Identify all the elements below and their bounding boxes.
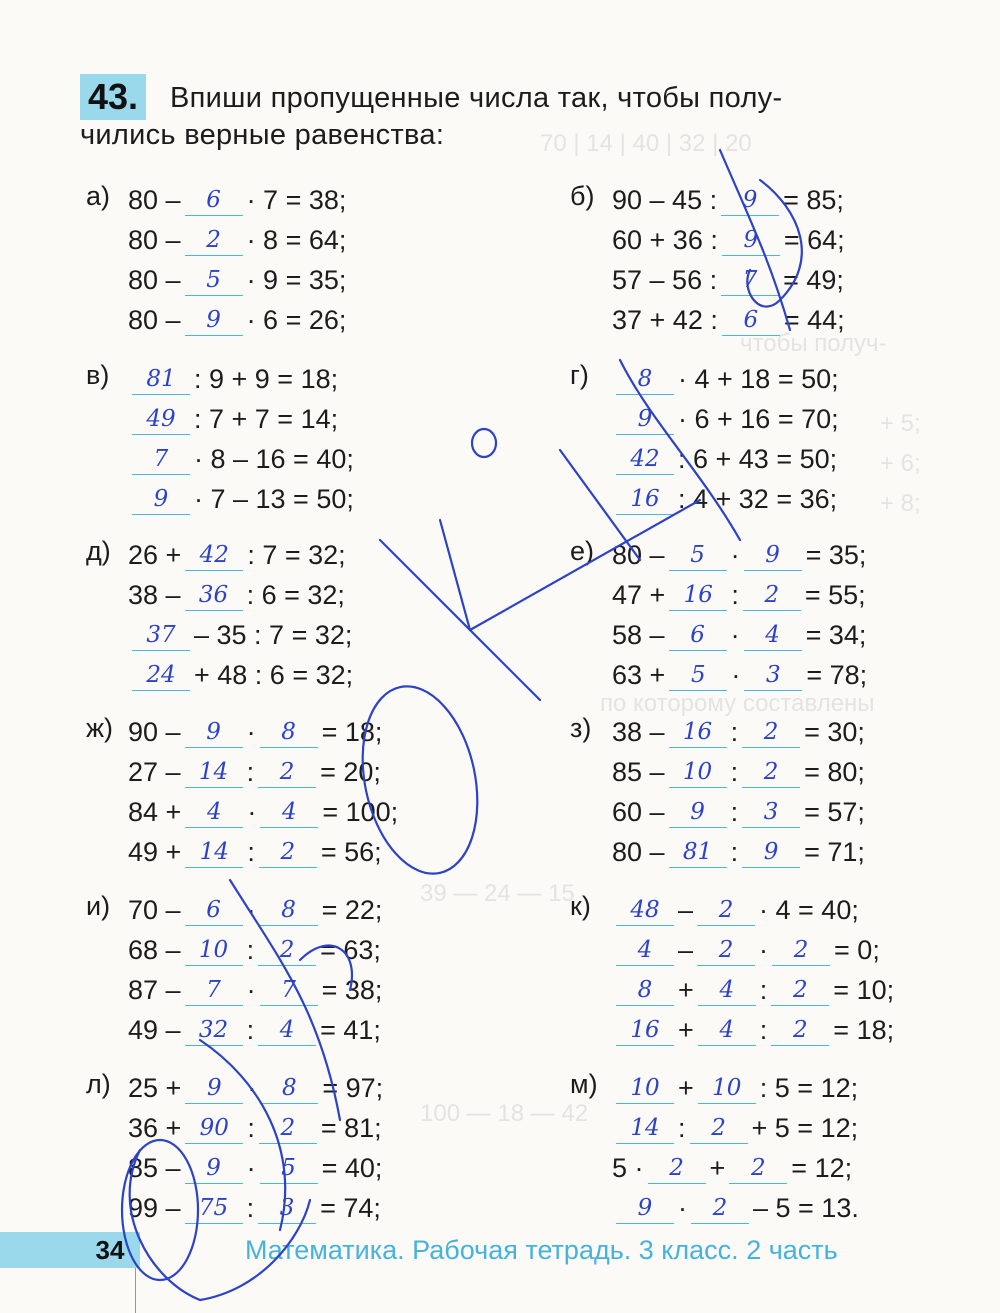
equation-text: · — [678, 1193, 687, 1223]
equation-text: : — [247, 837, 255, 867]
equation-text: 87 – — [128, 975, 181, 1005]
handwritten-answer: 10 — [198, 937, 229, 963]
handwritten-answer: 5 — [281, 1155, 296, 1181]
handwritten-answer: 2 — [669, 1155, 684, 1181]
equation-text: = 80; — [804, 757, 865, 787]
equation-text: 85 – — [612, 757, 665, 787]
pen-stroke — [720, 150, 790, 330]
exercise-letter: е) — [570, 536, 595, 566]
page-number: 34 — [80, 1232, 140, 1268]
handwritten-answer: 3 — [763, 799, 779, 825]
handwritten-answer: 7 — [281, 977, 296, 1003]
equation-text: · 8 – 16 = 40; — [194, 444, 354, 474]
equation-text: : — [246, 1193, 255, 1223]
equation-text: 60 + 36 : — [612, 225, 718, 255]
task-instruction-line1: Впиши пропущенные числа так, чтобы полу- — [170, 82, 783, 114]
handwritten-answer: 2 — [718, 897, 734, 923]
exercise-letter: к) — [570, 891, 591, 921]
equation-text: = 55; — [804, 580, 866, 610]
equation-text: 90 – 45 : — [612, 185, 718, 215]
handwritten-answer: 48 — [630, 897, 660, 923]
pen-stroke — [300, 946, 352, 990]
handwritten-answer: 8 — [637, 366, 653, 392]
equation-text: + — [678, 1015, 694, 1045]
handwritten-answer: 2 — [280, 839, 296, 865]
equation-text: 80 – — [128, 305, 181, 335]
equation-text: + — [709, 1153, 726, 1183]
equation-text: · — [730, 540, 740, 570]
equation-text: · — [730, 620, 740, 650]
equation-text: = 56; — [320, 837, 382, 867]
handwritten-answer: 4 — [279, 1017, 295, 1043]
equation-text: – — [678, 935, 694, 965]
handwritten-answer: 16 — [683, 582, 713, 608]
handwritten-answer: 2 — [763, 759, 779, 785]
equation-text: 38 – — [128, 580, 181, 610]
handwritten-answer: 9 — [690, 799, 705, 825]
handwritten-answer: 81 — [146, 366, 176, 392]
equation-text: · — [759, 935, 769, 965]
equation-text: 85 – — [128, 1153, 181, 1183]
handwritten-answer: 9 — [206, 719, 221, 745]
handwritten-answer: 7 — [206, 977, 221, 1003]
equation-text: : — [731, 580, 739, 610]
equation-text: 84 + — [128, 797, 182, 827]
equation-text: = 18; — [321, 717, 383, 747]
pen-stroke — [470, 630, 540, 700]
equation-text: 38 – — [612, 717, 665, 747]
equation-text: + 48 : 6 = 32; — [194, 660, 354, 690]
handwritten-answer: 42 — [199, 542, 229, 568]
workbook-page: 70 | 14 | 40 | 32 | 20 чтобы получ- + 5; + 6; + 8; по которому составлены 39 — 24 — 15 100 — 18 — 42 43. Впиши пропущенные числа так, чтобы полу- чились верные равенства: а) 80 – 6 · 7 = 38; 80 – 2 · 8 = 64; 80 – 5 · 9 = 35; 80 – 9 · 6 = 26; б) 90 – 45 : 9 = 85; 60 + 36 : 9 = 64; 57 – 56 : 7 = 49; 37 + 42 : 6 = 44; в) 81 : 9 + 9 = 18; 49 : 7 + 7 = 14; 7 · 8 – 16 = 40; 9 · 7 – 13 = 50; г) 8 · 4 + 18 = 50; 9 · 6 + 16 = 70; 42 : 6 + 43 = 50; 16 : 4 + 32 = 36; д) 26 + 42 : 7 = 32; 38 – 36 : 6 = 32; 37 – 35 : 7 = 32; 24 + 48 : 6 = 32; е) 80 – 5 · 9 = 35; 47 + 16 : 2 = 55; 58 – 6 · 4 = 34; 63 + 5 · 3 = 78; ж) 90 – 9 · 8 = 18; 27 – 14 : 2 = 20; 84 + 4 · 4 = 100; 49 + 14 : 2 = 56; з) 38 – 16 : 2 = 30; 85 – 10 : 2 = 80; 60 – 9 : 3 = 57; 80 – 81 : 9 = 71; и) 70 – 6 · 8 = 22; 68 – 10 : 2 = 63; 87 – 7 · 7 = 38; 49 – 32 : 4 = 41; к) 48 – 2 · 4 = 40; 4 – 2 · 2 = 0; 8 + 4 : 2 = 10; 16 + 4 : 2 = 18; л) 25 + 9 · 8 = 97; 36 + 90 : 2 = 81; 85 – 9 · 5 = 40; 99 – 75 : 3 = 74; м) 10 + 10 : 5 = 12; 14 : 2 + 5 = 12; 5 · 2 + 2 = 12; 9 · 2 – 5 = 13. 34 Математика. Рабочая тетрадь. 3 класс. 2 часть — [0, 0, 1000, 1313]
equation-text: 58 – — [612, 620, 665, 650]
handwritten-answer: 4 — [765, 622, 780, 648]
equation-text: = 57; — [804, 797, 865, 827]
handwritten-answer: 4 — [637, 937, 653, 963]
equation-text: : 7 + 7 = 14; — [194, 404, 339, 434]
equation-text: = 49; — [783, 265, 844, 295]
handwritten-answer: 3 — [279, 1195, 295, 1221]
equation-text: 80 – — [128, 185, 181, 215]
equation-text: = 40; — [321, 1153, 383, 1183]
pen-stroke — [230, 880, 340, 1120]
handwritten-answer: 24 — [146, 662, 176, 688]
handwritten-answer: 16 — [682, 719, 713, 745]
equation-text: : 9 + 9 = 18; — [194, 364, 339, 394]
equation-text: 27 – — [128, 757, 181, 787]
equation-text: = 100; — [322, 797, 399, 827]
equation-text: 57 – 56 : — [612, 265, 718, 295]
handwritten-answer: 9 — [742, 187, 758, 213]
equation-text: = 12; — [791, 1153, 853, 1183]
handwritten-answer: 10 — [630, 1075, 660, 1101]
equation-text: : — [730, 797, 739, 827]
equation-text: 25 + — [128, 1073, 182, 1103]
equation-text: 36 + — [128, 1113, 182, 1143]
handwritten-answer: 90 — [199, 1115, 229, 1141]
equation-text: = 81; — [320, 1113, 382, 1143]
equation-text: · 7 = 38; — [246, 185, 347, 215]
equation-text: 49 + — [128, 837, 182, 867]
equation-text: 47 + — [612, 580, 666, 610]
handwritten-answer: 14 — [199, 839, 229, 865]
equation-text: = 74; — [320, 1193, 381, 1223]
pen-stroke — [130, 1150, 310, 1300]
handwritten-answer: 6 — [206, 897, 221, 923]
equation-text: = 71; — [804, 837, 865, 867]
equation-text: · 9 = 35; — [246, 265, 347, 295]
handwritten-answer: 9 — [153, 486, 169, 512]
equation-text: = 97; — [322, 1073, 384, 1103]
task-instruction-line2: чились верные равенства: — [80, 119, 445, 151]
handwritten-answer: 9 — [743, 227, 759, 253]
equation-text: · 8 = 64; — [246, 225, 347, 255]
equation-text: : 6 + 43 = 50; — [678, 444, 838, 474]
equation-text: : — [246, 1015, 255, 1045]
exercise-letter: д) — [86, 536, 111, 566]
handwritten-answer: 2 — [711, 1115, 726, 1141]
handwritten-answer: 14 — [198, 759, 229, 785]
equation-text: : — [759, 1015, 768, 1045]
equation-text: : 4 + 32 = 36; — [678, 484, 838, 514]
equation-text: 80 – — [612, 837, 665, 867]
equation-text: = 41; — [320, 1015, 381, 1045]
handwritten-answer: 10 — [682, 759, 713, 785]
handwritten-answer: 2 — [792, 977, 808, 1003]
pen-loop — [122, 1140, 198, 1280]
handwritten-answer: 2 — [712, 1195, 728, 1221]
equation-text: · — [246, 975, 256, 1005]
pen-stroke — [747, 180, 801, 307]
handwritten-answer: 6 — [743, 307, 759, 333]
equation-text: 90 – — [128, 717, 181, 747]
equation-text: = 38; — [321, 975, 383, 1005]
equation-text: 5 · — [612, 1153, 644, 1183]
handwritten-answer: 14 — [630, 1115, 660, 1141]
equation-text: = 44; — [783, 305, 845, 335]
equation-text: · — [731, 660, 741, 690]
equation-text: : 6 = 32; — [246, 580, 345, 610]
equation-text: 68 – — [128, 935, 181, 965]
handwritten-answer: 9 — [637, 1195, 653, 1221]
exercise-letter: б) — [570, 181, 595, 211]
handwritten-answer: 7 — [153, 446, 169, 472]
handwritten-answer: 3 — [765, 662, 781, 688]
equation-text: 26 + — [128, 540, 182, 570]
equation-text: = 78; — [806, 660, 868, 690]
handwritten-answer: 9 — [637, 406, 653, 432]
equation-text: = 10; — [833, 975, 895, 1005]
handwritten-answer: 5 — [690, 662, 706, 688]
equation-text: = 30; — [804, 717, 865, 747]
handwritten-answer: 36 — [198, 582, 229, 608]
equation-text: 63 + — [612, 660, 666, 690]
exercise-letter: л) — [86, 1069, 111, 1099]
equation-text: · — [247, 1073, 257, 1103]
handwritten-answer: 8 — [281, 897, 296, 923]
equation-text: = 35; — [805, 540, 867, 570]
equation-text: : — [247, 1113, 255, 1143]
handwritten-answer: 7 — [742, 267, 758, 293]
equation-text: = 22; — [321, 895, 383, 925]
equation-text: : 5 = 12; — [759, 1073, 859, 1103]
equation-text: : — [246, 935, 255, 965]
equation-text: – 35 : 7 = 32; — [194, 620, 353, 650]
equation-text: : — [678, 1113, 686, 1143]
handwritten-answer: 81 — [682, 839, 713, 865]
handwritten-answer: 2 — [279, 759, 295, 785]
handwritten-answer: 8 — [281, 719, 296, 745]
equation-text: = 85; — [783, 185, 844, 215]
exercise-letter: м) — [570, 1069, 598, 1099]
pen-loop — [346, 676, 493, 885]
handwritten-answer: 75 — [198, 1195, 229, 1221]
handwritten-answer: 2 — [792, 1017, 808, 1043]
equation-text: 80 – — [128, 265, 181, 295]
equation-text: : 7 = 32; — [247, 540, 346, 570]
handwritten-answer: 5 — [206, 267, 221, 293]
handwritten-answer: 9 — [206, 1155, 221, 1181]
handwritten-answer: 37 — [146, 622, 176, 648]
handwritten-answer: 16 — [630, 486, 660, 512]
equation-text: – — [678, 895, 694, 925]
handwritten-answer: 49 — [146, 406, 176, 432]
equation-text: : — [759, 975, 768, 1005]
handwritten-answer: 5 — [690, 542, 705, 568]
equation-text: · — [246, 717, 256, 747]
equation-text: · 7 – 13 = 50; — [194, 484, 354, 514]
equation-text: 80 – — [128, 225, 181, 255]
equation-text: · — [246, 1153, 256, 1183]
handwritten-answer: 10 — [712, 1075, 742, 1101]
equation-text: · — [247, 797, 257, 827]
equation-text: = 64; — [783, 225, 845, 255]
equation-text: · 4 = 40; — [759, 895, 859, 925]
handwritten-answer: 8 — [637, 977, 653, 1003]
equation-text: = 34; — [805, 620, 867, 650]
equation-text: : — [730, 837, 739, 867]
handwritten-answer: 42 — [630, 446, 660, 472]
pen-stroke — [380, 500, 700, 630]
handwritten-answer: 2 — [718, 937, 734, 963]
equation-text: · — [246, 895, 256, 925]
pen-stroke — [560, 450, 640, 560]
equation-text: = 20; — [320, 757, 381, 787]
exercise-letter: г) — [570, 360, 589, 390]
book-title: Математика. Рабочая тетрадь. 3 класс. 2 часть — [245, 1235, 838, 1265]
equation-text: 37 + 42 : — [612, 305, 718, 335]
exercise-letter: а) — [86, 181, 111, 211]
handwritten-answer: 32 — [198, 1017, 229, 1043]
handwritten-answer: 9 — [765, 542, 780, 568]
equation-text: · 6 = 26; — [246, 305, 347, 335]
equation-text: · 6 + 16 = 70; — [678, 404, 839, 434]
exercise-letter: и) — [86, 891, 111, 921]
handwritten-answer: 2 — [750, 1155, 766, 1181]
equation-text: : — [730, 757, 739, 787]
equation-text: – 5 = 13. — [753, 1193, 859, 1223]
equation-text: = 0; — [834, 935, 880, 965]
handwritten-answer: 4 — [719, 977, 735, 1003]
handwritten-answer: 2 — [280, 1115, 296, 1141]
equation-text: 99 – — [128, 1193, 181, 1223]
handwritten-answer: 4 — [719, 1017, 735, 1043]
equation-text: = 18; — [833, 1015, 895, 1045]
equation-text: 60 – — [612, 797, 665, 827]
pen-stroke — [620, 360, 740, 540]
handwritten-answer: 9 — [763, 839, 779, 865]
exercise-letter: в) — [86, 360, 110, 390]
handwritten-answer: 8 — [281, 1075, 297, 1101]
equation-text: 70 – — [128, 895, 181, 925]
equation-text: + — [678, 975, 694, 1005]
equation-text: 80 – — [612, 540, 665, 570]
handwritten-answer: 6 — [690, 622, 705, 648]
equation-text: + — [678, 1073, 694, 1103]
handwritten-answer: 4 — [281, 799, 297, 825]
exercise-letter: з) — [570, 713, 592, 743]
equation-text: : — [730, 717, 739, 747]
handwritten-answer: 2 — [763, 719, 779, 745]
equation-text: 49 – — [128, 1015, 181, 1045]
handwritten-answer: 2 — [206, 227, 221, 253]
handwritten-answer: 2 — [793, 937, 809, 963]
handwritten-answer: 2 — [764, 582, 780, 608]
handwritten-answer: 9 — [206, 307, 221, 333]
equation-text: + 5 = 12; — [751, 1113, 859, 1143]
handwritten-answer: 6 — [206, 187, 221, 213]
pen-circle — [472, 429, 496, 457]
equation-text: : — [246, 757, 255, 787]
handwritten-answer: 2 — [279, 937, 295, 963]
pen-stroke — [200, 1040, 285, 1230]
equation-text: · 4 + 18 = 50; — [678, 364, 839, 394]
handwritten-answer: 9 — [206, 1075, 222, 1101]
task-number: 43. — [80, 74, 146, 120]
equation-text: = 63; — [320, 935, 381, 965]
handwritten-answer: 4 — [206, 799, 222, 825]
handwritten-answer: 16 — [630, 1017, 660, 1043]
exercise-letter: ж) — [86, 713, 114, 743]
